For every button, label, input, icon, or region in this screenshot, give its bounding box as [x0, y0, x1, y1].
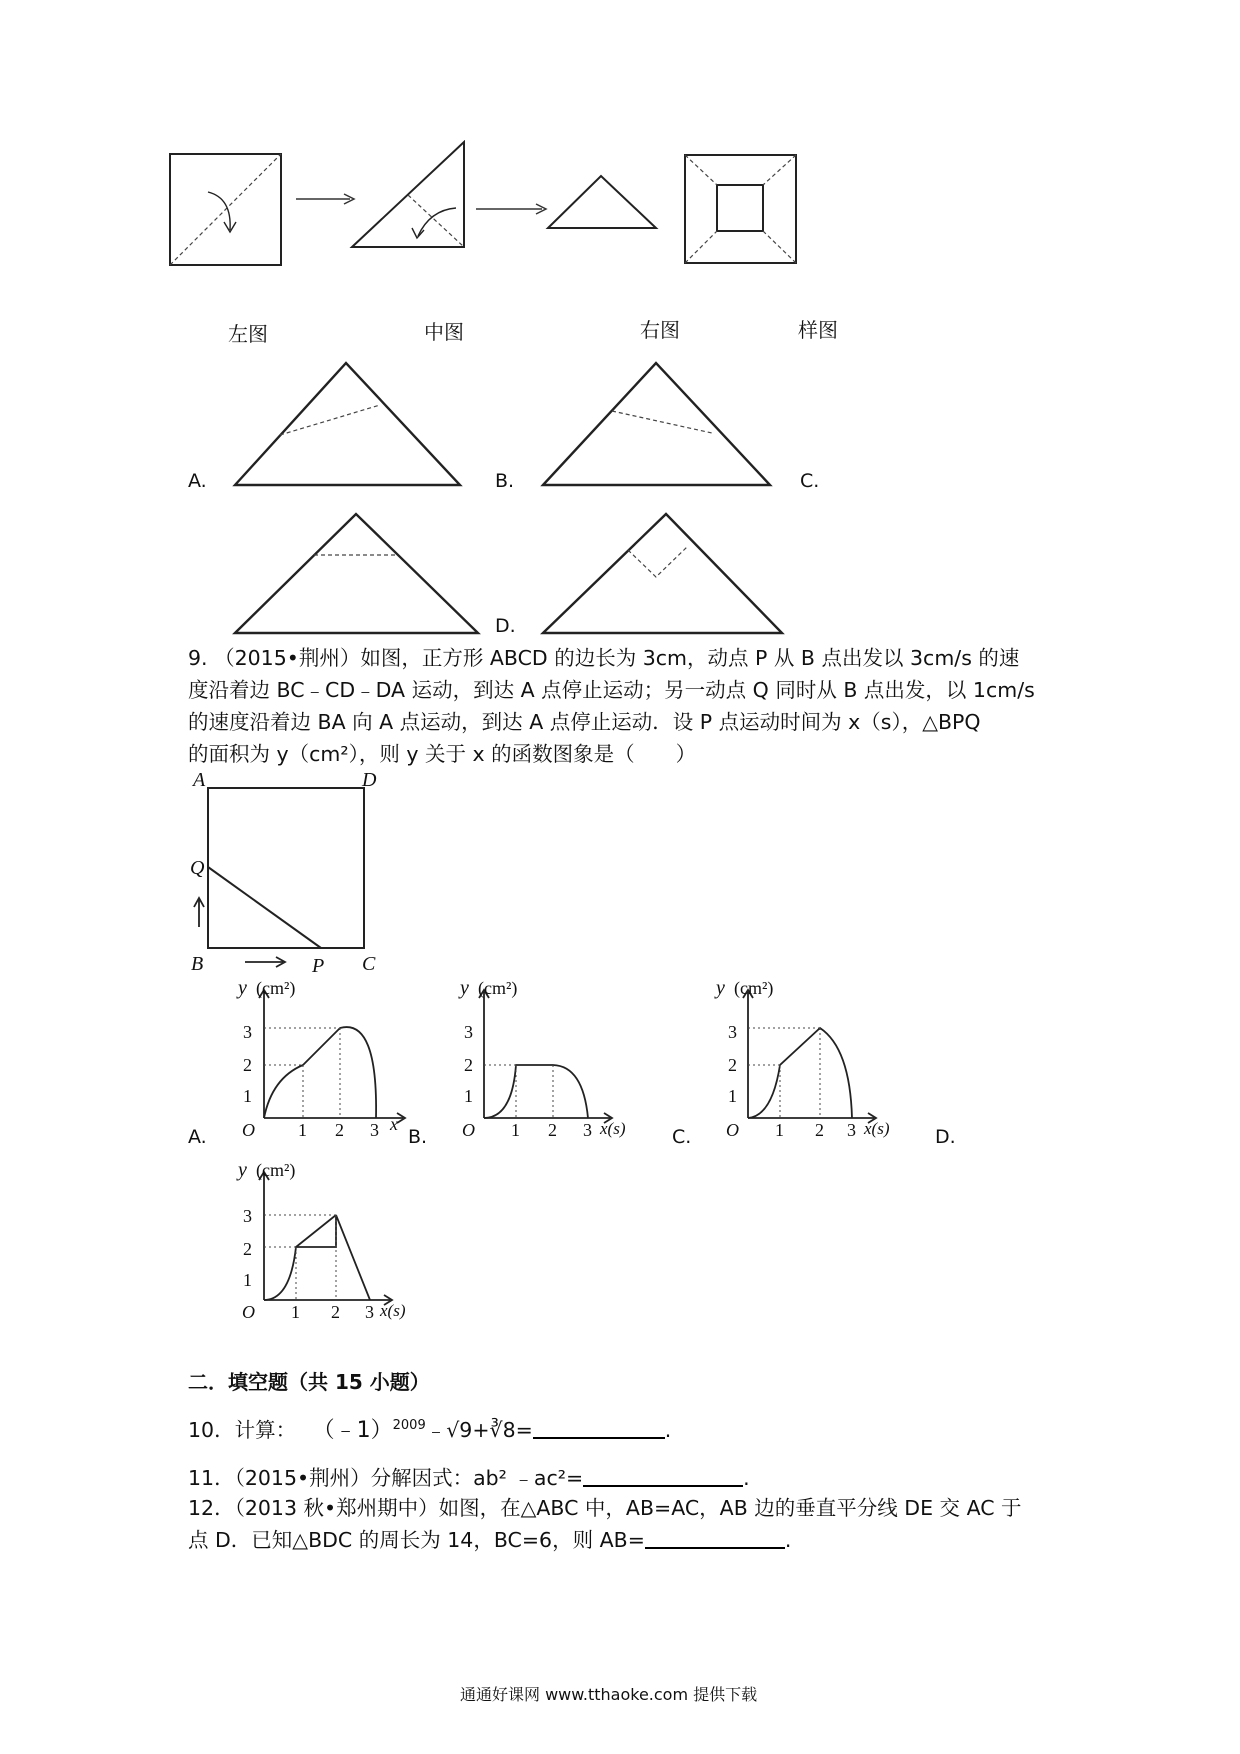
label-c: C [362, 953, 376, 975]
q10-prefix: 10．计算： [188, 1417, 297, 1442]
label-d: D [362, 770, 377, 791]
left-square-figure [170, 154, 281, 265]
graph-d-tick-y3: 3 [243, 1206, 252, 1226]
graph-b-tick-y1: 1 [464, 1086, 473, 1106]
graph-b-origin: O [462, 1120, 475, 1138]
graph-c-tick-x1: 1 [775, 1120, 784, 1138]
q12-line-2: 点 D．已知△BDC 的周长为 14，BC=6，则 AB= [188, 1528, 645, 1552]
graph-a-tick-y1: 1 [243, 1086, 252, 1106]
graph-b-tick-y2: 2 [464, 1055, 473, 1075]
graph-a-origin: O [242, 1120, 255, 1138]
q10-exponent: 2009 [392, 1418, 426, 1433]
graph-a-tick-y3: 3 [243, 1022, 252, 1042]
graph-d-x-label: x(s) [380, 1301, 406, 1320]
graph-c-y-label: y [716, 978, 725, 999]
option-b-triangle [543, 363, 770, 485]
q8-option-a-label: A. [188, 470, 207, 492]
graph-c-unit: (cm²) [734, 978, 774, 998]
q9-line-4: 的面积为 y（cm²），则 y 关于 x 的函数图象是（ ） [188, 742, 697, 766]
q9-line-2: 度沿着边 BC﹣CD﹣DA 运动，到达 A 点停止运动；另一动点 Q 同时从 B 点出发，以 1cm/s [188, 678, 1035, 702]
graph-c-x-label: x(s) [864, 1119, 890, 1138]
option-a-triangle [235, 363, 460, 485]
graph-d-origin: O [242, 1302, 255, 1320]
q10-rest: ﹣√9+∛8= [425, 1417, 533, 1442]
graph-option-a [228, 978, 418, 1138]
graph-a-tick-x2: 2 [335, 1120, 344, 1138]
graph-d-unit: (cm²) [256, 1160, 296, 1180]
graph-option-d [228, 1160, 428, 1320]
option-c-triangle [235, 514, 478, 633]
square-abcd-figure [185, 770, 395, 975]
graph-a-tick-x1: 1 [298, 1120, 307, 1138]
graph-d-y-label: y [238, 1160, 247, 1181]
right-triangle-figure [548, 176, 656, 228]
folding-figure [160, 140, 820, 315]
graph-d-tick-y1: 1 [243, 1270, 252, 1290]
graph-option-c [712, 978, 912, 1138]
graph-b-tick-x2: 2 [548, 1120, 557, 1138]
q10-end: . [664, 1417, 672, 1442]
label-a: A [193, 770, 206, 791]
section-title: 二．填空题（共 15 小题） [188, 1370, 430, 1394]
label-q: Q [190, 857, 205, 879]
graph-c-tick-x2: 2 [815, 1120, 824, 1138]
option-d-triangle [543, 514, 782, 633]
graph-d-tick-x1: 1 [291, 1302, 300, 1320]
graph-c-origin: O [726, 1120, 739, 1138]
q12 [188, 1492, 1088, 1556]
q9-option-c-label: C. [672, 1126, 692, 1148]
q8-option-figures [220, 355, 800, 645]
q12-end: . [784, 1528, 792, 1552]
footer-source: 通通好课网 www.tthaoke.com 提供下载 [460, 1685, 758, 1704]
q11-text: 11．（2015•荆州）分解因式：ab² ﹣ac²= [188, 1466, 584, 1490]
graph-a-x-label: x [390, 1114, 398, 1134]
q11-answer-blank[interactable] [583, 1465, 743, 1487]
graph-d-tick-x3: 3 [365, 1302, 374, 1320]
caption-middle: 中图 [424, 320, 464, 344]
q10-answer-blank[interactable] [533, 1417, 665, 1439]
graph-a-tick-x3: 3 [370, 1120, 379, 1138]
q8-option-b-label: B. [495, 470, 515, 492]
graph-b-tick-x1: 1 [511, 1120, 520, 1138]
sample-figure [685, 155, 796, 263]
caption-left: 左图 [228, 322, 268, 346]
graph-b-x-label: x(s) [600, 1119, 626, 1138]
graph-a-tick-y2: 2 [243, 1055, 252, 1075]
graph-c-tick-y1: 1 [728, 1086, 737, 1106]
q12-line-1: 12．（2013 秋•郑州期中）如图，在△ABC 中，AB=AC，AB 边的垂直平分线 DE 交 AC 于 [188, 1496, 1022, 1520]
q8-option-c-label: C. [800, 470, 820, 492]
q9-question [188, 642, 1088, 770]
q10 [188, 1410, 671, 1447]
graph-b-tick-y3: 3 [464, 1022, 473, 1042]
q9-line-3: 的速度沿着边 BA 向 A 点运动，到达 A 点停止运动．设 P 点运动时间为 x（s），△BPQ [188, 710, 981, 734]
q9-option-d-label: D. [935, 1126, 956, 1148]
caption-right: 右图 [640, 318, 680, 342]
q11-end: . [743, 1466, 750, 1490]
middle-triangle-figure [352, 142, 464, 247]
q12-answer-blank[interactable] [645, 1527, 785, 1549]
graph-a-y-label: y [238, 978, 247, 999]
q9-line-1: 9. （2015•荆州）如图，正方形 ABCD 的边长为 3cm，动点 P 从 B 点出发以 3cm/s 的速 [188, 646, 1020, 670]
graph-c-tick-y3: 3 [728, 1022, 737, 1042]
q10-base: （﹣1） [312, 1417, 393, 1443]
graph-b-tick-x3: 3 [583, 1120, 592, 1138]
label-p: P [312, 955, 325, 975]
graph-d-tick-y2: 2 [243, 1239, 252, 1259]
label-b: B [191, 953, 204, 975]
graph-option-b [448, 978, 648, 1138]
q9-option-a-label: A. [188, 1126, 207, 1148]
graph-b-y-label: y [460, 978, 469, 999]
q11 [188, 1462, 750, 1494]
q8-option-d-label: D. [495, 615, 516, 637]
graph-a-unit: (cm²) [256, 978, 296, 998]
caption-sample: 样图 [798, 318, 838, 342]
graph-d-tick-x2: 2 [331, 1302, 340, 1320]
graph-c-tick-y2: 2 [728, 1055, 737, 1075]
q9-option-b-label: B. [408, 1126, 428, 1148]
graph-b-unit: (cm²) [478, 978, 518, 998]
graph-c-tick-x3: 3 [847, 1120, 856, 1138]
